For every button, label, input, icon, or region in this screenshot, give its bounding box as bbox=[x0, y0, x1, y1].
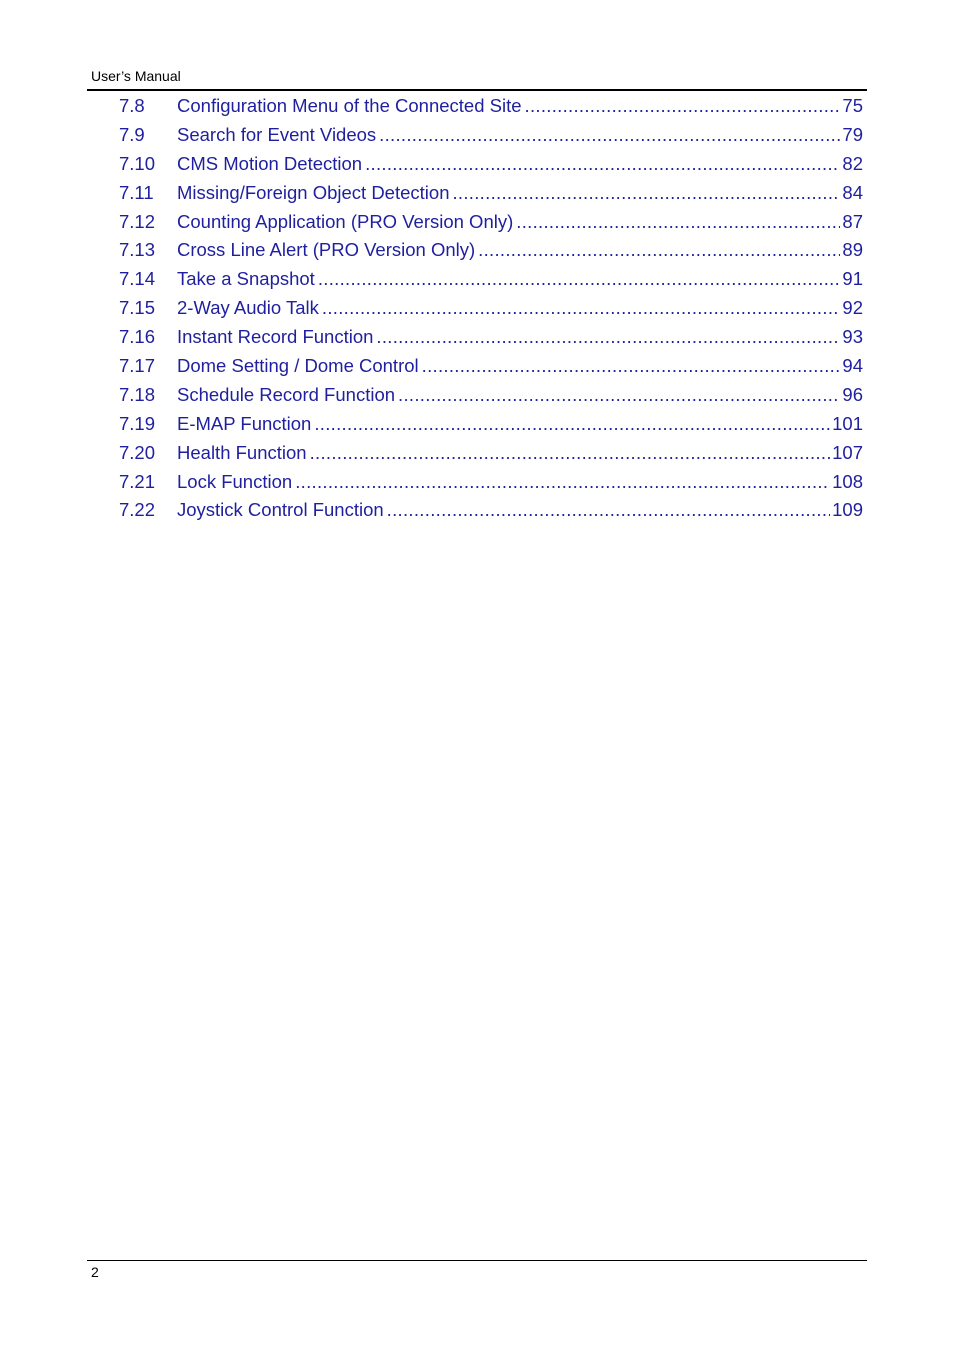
toc-section-title[interactable]: Instant Record Function bbox=[177, 326, 374, 348]
toc-section-number: 7.10 bbox=[119, 152, 156, 174]
toc-entry[interactable] bbox=[119, 411, 863, 440]
toc-section-title[interactable]: Counting Application (PRO Version Only) bbox=[177, 210, 514, 232]
toc-page-number[interactable]: 82 bbox=[842, 152, 863, 174]
toc-page-number[interactable]: 101 bbox=[832, 412, 863, 434]
toc-section-title[interactable]: 2-Way Audio Talk bbox=[177, 297, 319, 319]
toc-section-number: 7.21 bbox=[119, 470, 156, 492]
toc-dot-leader bbox=[310, 440, 831, 466]
toc-entry[interactable] bbox=[119, 151, 863, 180]
toc-entry[interactable] bbox=[119, 382, 863, 411]
toc-page-number[interactable]: 108 bbox=[832, 470, 863, 492]
toc-page-number[interactable]: 89 bbox=[842, 239, 863, 261]
toc-entry[interactable] bbox=[119, 353, 863, 382]
toc-section-title[interactable]: Health Function bbox=[177, 441, 307, 463]
toc-entry[interactable] bbox=[119, 324, 863, 353]
toc-section-title[interactable]: CMS Motion Detection bbox=[177, 152, 363, 174]
toc-section-title[interactable]: Schedule Record Function bbox=[177, 383, 396, 405]
toc-entry[interactable] bbox=[119, 497, 863, 526]
toc-entry[interactable] bbox=[119, 122, 863, 151]
toc-section-number: 7.16 bbox=[119, 326, 156, 348]
header-divider bbox=[87, 89, 867, 91]
toc-dot-leader bbox=[318, 266, 841, 292]
toc-dot-leader bbox=[387, 497, 830, 523]
toc-section-number: 7.11 bbox=[119, 181, 154, 203]
toc-page-number[interactable]: 109 bbox=[832, 499, 863, 521]
toc-section-number: 7.17 bbox=[119, 355, 156, 377]
toc-page-number[interactable]: 93 bbox=[842, 326, 863, 348]
toc-section-number: 7.12 bbox=[119, 210, 156, 232]
toc-section-number: 7.18 bbox=[119, 383, 156, 405]
toc-page-number[interactable]: 96 bbox=[842, 383, 863, 405]
toc-page-number[interactable]: 87 bbox=[842, 210, 863, 232]
toc-entry[interactable] bbox=[119, 440, 863, 469]
toc-section-number: 7.14 bbox=[119, 268, 156, 290]
toc-entry[interactable] bbox=[119, 180, 863, 209]
toc-dot-leader bbox=[365, 151, 840, 177]
toc-dot-leader bbox=[422, 353, 841, 379]
toc-dot-leader bbox=[379, 122, 840, 148]
toc-dot-leader bbox=[516, 209, 840, 235]
toc-section-number: 7.22 bbox=[119, 499, 156, 521]
toc-dot-leader bbox=[478, 237, 840, 263]
toc-section-number: 7.13 bbox=[119, 239, 156, 261]
toc-page-number[interactable]: 92 bbox=[842, 297, 863, 319]
toc-page-number[interactable]: 91 bbox=[842, 268, 863, 290]
toc-section-title[interactable]: Search for Event Videos bbox=[177, 123, 377, 145]
page-number: 2 bbox=[91, 1264, 99, 1280]
toc-section-title[interactable]: Configuration Menu of the Connected Site bbox=[177, 95, 522, 116]
toc-section-number: 7.9 bbox=[119, 123, 145, 145]
toc-dot-leader bbox=[376, 324, 840, 350]
toc-entry[interactable] bbox=[119, 295, 863, 324]
toc-section-title[interactable]: Missing/Foreign Object Detection bbox=[177, 181, 450, 203]
toc-section-number: 7.19 bbox=[119, 412, 156, 434]
toc-section-title[interactable]: Lock Function bbox=[177, 470, 293, 492]
toc-dot-leader bbox=[525, 93, 841, 119]
toc-entry[interactable] bbox=[119, 209, 863, 238]
document-title: User’s Manual bbox=[91, 68, 181, 84]
toc-page-number[interactable]: 79 bbox=[842, 123, 863, 145]
toc-page-number[interactable]: 107 bbox=[832, 441, 863, 463]
toc-section-number: 7.8 bbox=[119, 95, 145, 116]
toc-section-title[interactable]: E-MAP Function bbox=[177, 412, 312, 434]
toc-section-title[interactable]: Dome Setting / Dome Control bbox=[177, 355, 419, 377]
toc-dot-leader bbox=[295, 469, 830, 495]
toc-entry[interactable] bbox=[119, 266, 863, 295]
toc-entry[interactable] bbox=[119, 469, 863, 498]
toc-entry[interactable] bbox=[119, 93, 863, 122]
toc-section-number: 7.20 bbox=[119, 441, 156, 463]
toc-section-title[interactable]: Cross Line Alert (PRO Version Only) bbox=[177, 239, 476, 261]
toc-section-title[interactable]: Take a Snapshot bbox=[177, 268, 315, 290]
toc-dot-leader bbox=[322, 295, 841, 321]
toc-dot-leader bbox=[452, 180, 840, 206]
toc-dot-leader bbox=[398, 382, 840, 408]
toc-entry[interactable] bbox=[119, 237, 863, 266]
toc-dot-leader bbox=[314, 411, 830, 437]
toc-page-number[interactable]: 84 bbox=[842, 181, 863, 203]
footer-divider bbox=[87, 1260, 867, 1261]
table-of-contents bbox=[119, 93, 863, 526]
toc-section-title[interactable]: Joystick Control Function bbox=[177, 499, 384, 521]
toc-page-number[interactable]: 94 bbox=[842, 355, 863, 377]
toc-page-number[interactable]: 75 bbox=[842, 95, 863, 116]
toc-section-number: 7.15 bbox=[119, 297, 156, 319]
